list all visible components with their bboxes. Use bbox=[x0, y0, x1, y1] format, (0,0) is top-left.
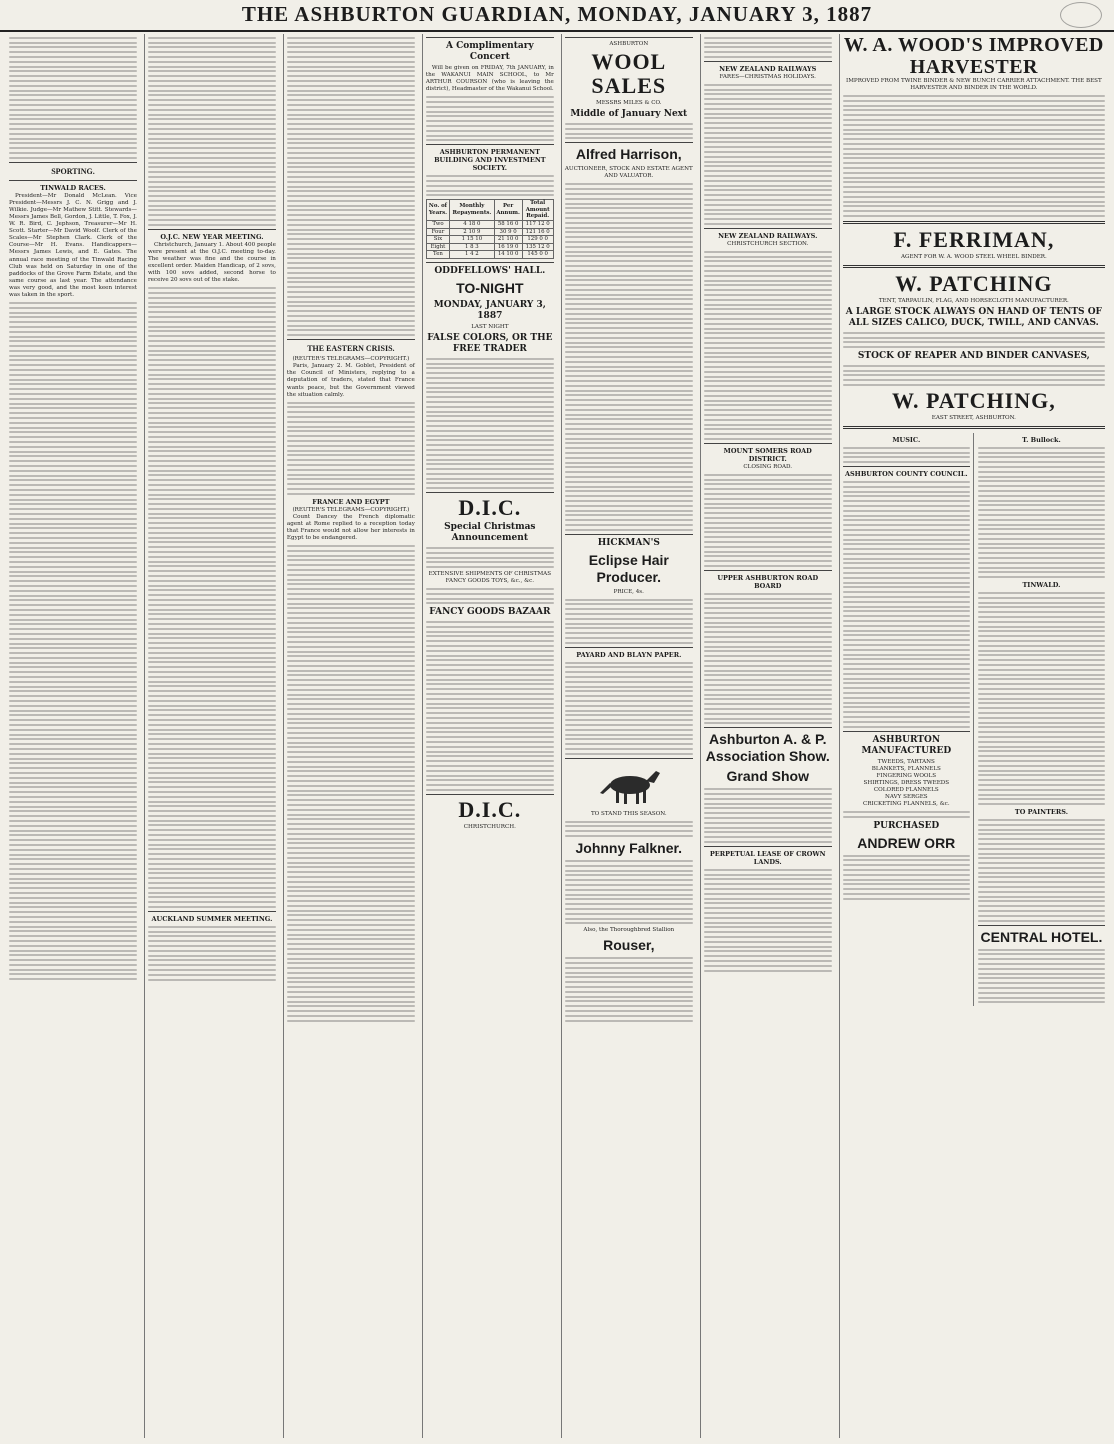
table-header: No. of Years. bbox=[426, 200, 449, 221]
text-block bbox=[148, 37, 276, 226]
text-block bbox=[565, 599, 693, 644]
table-cell: Ten bbox=[426, 251, 449, 259]
ad-subtitle: TENT, TARPAULIN, FLAG, AND HORSECLOTH MANUFACTURER. bbox=[878, 298, 1069, 304]
ad-subtitle: PURCHASED bbox=[873, 820, 940, 831]
text-block bbox=[426, 588, 554, 604]
ad-text: Will be given on FRIDAY, 7th JANUARY, in the WAKANUI MAIN SCHOOL, to Mr ARTHUR COURSON (who is leaving the district), Headmaster of the Wakanui School. bbox=[425, 65, 554, 93]
text-block bbox=[978, 592, 1105, 805]
page-columns bbox=[6, 34, 1108, 1438]
table-cell: 145 0 0 bbox=[522, 251, 553, 259]
text-block bbox=[704, 474, 832, 567]
column-3 bbox=[283, 34, 418, 1438]
product-item: FINGERING WOOLS bbox=[876, 772, 937, 779]
repayments-table bbox=[426, 199, 554, 259]
text-block bbox=[565, 957, 693, 1021]
ad-heading: MUSIC. bbox=[892, 435, 921, 444]
ad-heading: W. A. WOOD'S IMPROVED HARVESTER bbox=[843, 34, 1104, 78]
ad-date: MONDAY, JANUARY 3, 1887 bbox=[433, 299, 546, 321]
text-block bbox=[148, 926, 276, 981]
text-block bbox=[426, 621, 554, 791]
ad-subtitle: AUCTIONEER, STOCK AND ESTATE AGENT AND VALUATOR. bbox=[564, 166, 693, 180]
text-block bbox=[978, 447, 1105, 579]
ad-heading: TINWALD. bbox=[1022, 581, 1061, 590]
table-row bbox=[426, 220, 553, 228]
ad-play-title: FALSE COLORS, OR THE FREE TRADER bbox=[427, 332, 553, 354]
ad-subtitle: MESSRS MILES & CO. bbox=[595, 100, 662, 107]
text-block bbox=[843, 811, 970, 818]
ad-subtitle: Also, the Thoroughbred Stallion bbox=[583, 927, 675, 934]
text-block bbox=[704, 84, 832, 225]
product-item: NAVY SERGES bbox=[884, 794, 928, 801]
ad-heading: ASHBURTON PERMANENT BUILDING AND INVESTMENT SOCIETY. bbox=[434, 148, 546, 173]
ad-subtitle: FARES—CHRISTMAS HOLIDAYS. bbox=[719, 73, 816, 80]
table-cell: Two bbox=[426, 220, 449, 228]
table-cell: 117 12 0 bbox=[522, 220, 553, 228]
text-block bbox=[565, 860, 693, 924]
text-block bbox=[843, 447, 970, 463]
ad-subtitle: AGENT FOR W. A. WOOD STEEL WHEEL BINDER. bbox=[900, 253, 1047, 260]
ad-bazaar-title: FANCY GOODS BAZAAR bbox=[429, 607, 551, 618]
text-block bbox=[287, 402, 415, 495]
text-block bbox=[148, 287, 276, 908]
text-block bbox=[426, 547, 554, 568]
table-header: Per Annum. bbox=[494, 200, 522, 221]
article-text: Christchurch, January 1. About 400 people were present at the O.J.C. meeting to-day. The weather was fine and the course in excellent order. Maiden Handicap, of 2 sovs, with 100 sovs added, second horse to receive 20 sovs out of the stake. bbox=[147, 241, 276, 284]
product-item: COLORED FLANNELS bbox=[873, 786, 939, 793]
article-heading: AUCKLAND SUMMER MEETING. bbox=[151, 915, 273, 924]
table-cell: 129 0 0 bbox=[522, 236, 553, 244]
column-1 bbox=[6, 34, 140, 1438]
product-item: TWEEDS, TARTANS bbox=[877, 758, 935, 765]
table-cell: 21 10 0 bbox=[494, 236, 522, 244]
masthead bbox=[0, 0, 1114, 32]
text-block bbox=[565, 123, 693, 139]
text-block bbox=[978, 819, 1105, 922]
ad-heading: PAYARD AND BLAYN PAPER. bbox=[576, 650, 682, 659]
table-row bbox=[426, 236, 553, 244]
section-heading: THE EASTERN CRISIS. bbox=[307, 344, 395, 354]
column-5 bbox=[561, 34, 696, 1438]
ad-heading: NEW ZEALAND RAILWAYS bbox=[719, 64, 817, 73]
table-row bbox=[426, 251, 553, 259]
table-cell: 1 8 3 bbox=[450, 243, 495, 251]
ad-heading: MOUNT SOMERS ROAD DISTRICT. bbox=[723, 446, 812, 463]
crest-icon bbox=[1060, 2, 1102, 28]
ad-subtitle: CHRISTCHURCH. bbox=[463, 823, 516, 830]
text-block bbox=[704, 788, 832, 843]
ad-heading: Ashburton A. & P. Association Show. bbox=[705, 731, 830, 765]
ad-text: A LARGE STOCK ALWAYS ON HAND OF TENTS OF ALL SIZES CALICO, DUCK, TWILL, AND CANVAS. bbox=[845, 307, 1102, 329]
table-cell: 1 15 10 bbox=[450, 236, 495, 244]
ad-heading: PERPETUAL LEASE OF CROWN LANDS. bbox=[709, 850, 826, 867]
table-cell: 1 4 2 bbox=[450, 251, 495, 259]
table-header: Monthly Repayments. bbox=[450, 200, 495, 221]
column-4 bbox=[422, 34, 557, 1438]
ad-subtitle: TO STAND THIS SEASON. bbox=[590, 810, 667, 817]
ad-heading: D.I.C. bbox=[458, 495, 522, 521]
table-cell: 14 10 0 bbox=[494, 251, 522, 259]
ad-heading: ASHBURTON COUNTY COUNCIL. bbox=[844, 470, 968, 479]
lower-right-ads bbox=[978, 433, 1105, 1006]
column-7 bbox=[839, 34, 1108, 1438]
table-cell: 135 12 0 bbox=[522, 243, 553, 251]
ad-text: STOCK OF REAPER AND BINDER CANVASES, bbox=[857, 351, 1090, 362]
ad-heading: HICKMAN'S bbox=[597, 537, 660, 548]
text-block bbox=[704, 37, 832, 58]
table-cell: 2 10 9 bbox=[450, 228, 495, 236]
text-block bbox=[9, 302, 137, 980]
article-text: Paris, January 2. M. Goblet, President of the Council of Ministers, replying to a deputation of traders, stated that France wants peace, but the Government viewed the situation calmly. bbox=[286, 363, 415, 398]
product-item: CRICKETING FLANNELS, &c. bbox=[862, 801, 950, 808]
text-block bbox=[426, 358, 554, 490]
ad-heading: ASHBURTON MANUFACTURED bbox=[861, 734, 952, 756]
column-6 bbox=[700, 34, 835, 1438]
article-heading: TINWALD RACES. bbox=[40, 183, 106, 192]
byline: (REUTER'S TELEGRAMS—COPYRIGHT.) bbox=[292, 506, 410, 513]
text-block bbox=[426, 96, 554, 141]
table-header: Total Amount Repaid. bbox=[522, 200, 553, 221]
ad-heading: ANDREW ORR bbox=[857, 834, 956, 851]
ad-title: Eclipse Hair Producer. bbox=[588, 551, 669, 585]
ad-heading: Alfred Harrison, bbox=[575, 146, 682, 163]
ad-heading: A Complimentary Concert bbox=[445, 41, 534, 62]
table-cell: 121 16 0 bbox=[522, 228, 553, 236]
text-block bbox=[843, 855, 970, 900]
table-row bbox=[426, 243, 553, 251]
text-block bbox=[704, 593, 832, 725]
ad-subtitle: EAST STREET, ASHBURTON. bbox=[931, 414, 1016, 421]
ad-heading: T. Bullock. bbox=[1022, 435, 1061, 444]
table-cell: 4 18 0 bbox=[450, 220, 495, 228]
ad-heading: D.I.C. bbox=[458, 796, 522, 822]
table-cell: 58 16 0 bbox=[494, 220, 522, 228]
ad-price: PRICE, 4s. bbox=[613, 588, 644, 595]
lower-ads bbox=[843, 433, 1105, 1006]
ad-subtitle: IMPROVED FROM TWINE BINDER & NEW BUNCH CARRIER ATTACHMENT. THE BEST HARVESTER AND BINDER IN THE WORLD. bbox=[846, 78, 1102, 92]
article-text: President—Mr Donald McLean. Vice President—Messrs J. C. N. Grigg and J. Wilkie. Judge—Mr Mathew Stitt. Stewards—Messrs James Bell, Gordon, J. Little, T. Fox, J. W. R. Bird, C. Jephson, Treasurer—Mr H. Scott. Starter—Mr David Woolf. Clerk of the Scales—Mr Stephen Clark. Clerk of the Course—Mr H. Evans. Handicappers—Messrs James Lewis, and E. Gates. The annual race meeting of the Tinwald Racing Club was held on Saturday in one of the paddocks of the Grove Farm Estate, and the same course as last year. The attendance was very good, and the most keen interest was taken in the sport. bbox=[9, 192, 137, 299]
text-block bbox=[843, 481, 970, 728]
text-block bbox=[704, 869, 832, 972]
article-heading: O.J.C. NEW YEAR MEETING. bbox=[160, 232, 264, 241]
ad-heading: TO PAINTERS. bbox=[1014, 808, 1069, 817]
column-2 bbox=[144, 34, 279, 1438]
ad-heading: F. FERRIMAN, bbox=[893, 226, 1055, 252]
text-block bbox=[843, 332, 1105, 348]
table-cell: Eight bbox=[426, 243, 449, 251]
byline: (REUTER'S TELEGRAMS—COPYRIGHT.) bbox=[292, 356, 410, 363]
ad-heading: ODDFELLOWS' HALL. bbox=[434, 265, 546, 276]
ad-heading: NEW ZEALAND RAILWAYS. bbox=[718, 231, 818, 240]
ad-text: EXTENSIVE SHIPMENTS OF CHRISTMAS FANCY GOODS TOYS, &c., &c. bbox=[428, 571, 552, 585]
text-block bbox=[565, 821, 693, 837]
ad-date: Middle of January Next bbox=[570, 109, 688, 120]
text-block bbox=[287, 545, 415, 1022]
text-block bbox=[704, 251, 832, 440]
product-item: BLANKETS, FLANNELS bbox=[871, 765, 941, 772]
ad-heading: W. PATCHING bbox=[895, 271, 1053, 296]
text-block bbox=[426, 175, 554, 196]
ad-heading: CENTRAL HOTEL. bbox=[980, 928, 1103, 945]
text-block bbox=[287, 37, 415, 336]
ad-title: TO-NIGHT bbox=[456, 279, 524, 296]
table-cell: 16 19 0 bbox=[494, 243, 522, 251]
ad-title: Rouser, bbox=[603, 937, 655, 954]
article-heading: FRANCE AND EGYPT bbox=[312, 497, 390, 506]
text-block bbox=[565, 183, 693, 530]
ad-title: WOOL SALES bbox=[591, 49, 667, 99]
horse-illustration-icon bbox=[594, 763, 664, 807]
ad-heading: UPPER ASHBURTON ROAD BOARD bbox=[717, 573, 819, 590]
ad-heading: ASHBURTON bbox=[609, 41, 649, 47]
product-item: SHIRTINGS, DRESS TWEEDS bbox=[863, 779, 950, 786]
ad-subtitle: CHRISTCHURCH SECTION. bbox=[727, 240, 809, 247]
table-cell: Six bbox=[426, 236, 449, 244]
text-block bbox=[978, 949, 1105, 1004]
ad-subtitle: Special Christmas Announcement bbox=[444, 522, 536, 544]
table-cell: Four bbox=[426, 228, 449, 236]
text-block bbox=[843, 365, 1105, 386]
text-block bbox=[565, 662, 693, 755]
ad-heading: W. PATCHING, bbox=[891, 387, 1056, 413]
section-heading: SPORTING. bbox=[51, 166, 95, 176]
text-block bbox=[843, 95, 1105, 217]
ad-title: Johnny Falkner. bbox=[575, 840, 683, 857]
ad-title: Grand Show bbox=[726, 768, 809, 785]
text-block bbox=[9, 37, 137, 159]
table-cell: 30 9 0 bbox=[494, 228, 522, 236]
newspaper-title: THE ASHBURTON GUARDIAN, MONDAY, JANUARY 3, 1887 bbox=[241, 2, 873, 26]
ad-subtitle: LAST NIGHT bbox=[471, 323, 509, 330]
article-text: Count Dancey the French diplomatic agent at Rome replied to a reception today that France would not allow her interests in Egypt to be endangered. bbox=[286, 513, 415, 542]
lower-left-ads bbox=[843, 433, 974, 1006]
table-row bbox=[426, 228, 553, 236]
ad-subtitle: CLOSING ROAD. bbox=[743, 463, 793, 470]
